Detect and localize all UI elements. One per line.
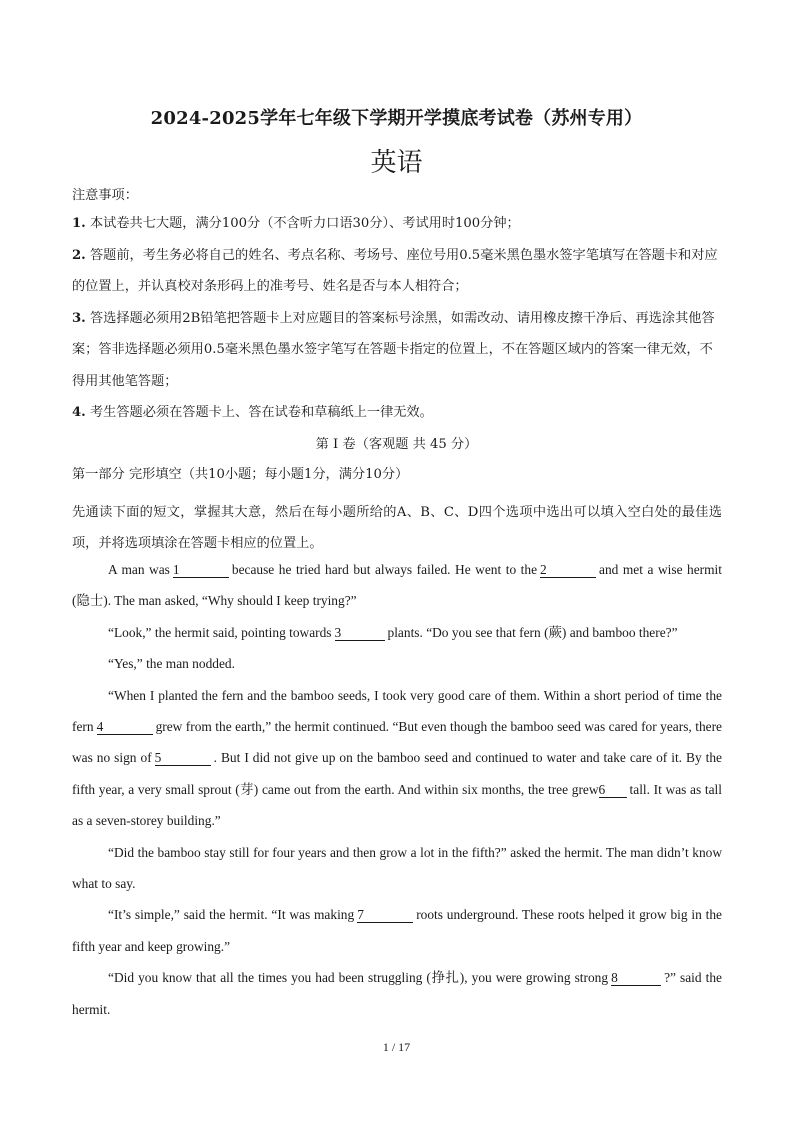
- subject-heading: 英语: [370, 148, 423, 178]
- paragraph-5: “Did the bamboo stay still for four years and then grow a lot in the fifth?” asked the hermit. The man didn’t know what to say.: [72, 844, 722, 892]
- blank-6: 6: [599, 783, 627, 798]
- instructions: 先通读下面的短文，掌握其大意，然后在每小题所给的A、B、C、D四个选项中选出可以填入空白处的最佳选项，并将选项填涂在答题卡相应的位置上。: [72, 505, 722, 551]
- paragraph-4: “When I planted the fern and the bamboo seeds, I took very good care of them. Within a short period of time the fern 4 grew from the earth,” the hermit continued. “But even though the bamboo seed was cared for years, there was no sign of 5 . But I did not give up on the bamboo seed and continued to water and take care of it. By the fifth year, a very small sprout (芽) came out from the earth. And within six months, the tree grew6 tall. It was as tall as a seven-storey building.”: [72, 687, 723, 829]
- blank-7: 7: [357, 908, 413, 923]
- notes-heading: 注意事项：: [72, 188, 138, 203]
- notes-item-4: 4. 考生答题必须在答题卡上、答在试卷和草稿纸上一律无效。: [72, 405, 433, 420]
- paragraph-3: “Yes,” the man nodded.: [108, 656, 235, 672]
- notes-section: [72, 184, 722, 429]
- notes-item-2: 2. 答题前，考生务必将自己的姓名、考点名称、考场号、座位号用0.5毫米黑色墨水签字笔填写在答题卡和对应的位置上，并认真校对条形码上的准考号、姓名是否与本人相符合；: [72, 247, 718, 294]
- notes-item-3: 3. 答选择题必须用2B铅笔把答题卡上对应题目的答案标号涂黑，如需改动、请用橡皮擦干净后、再选涂其他答案；答非选择题必须用0.5毫米黑色墨水签字笔写在答题卡指定的位置上，不在答题区域内的答案一律无效，不得用其他笔答题；: [72, 310, 715, 389]
- blank-1: 1: [173, 563, 229, 578]
- paragraph-6: “It’s simple,” said the hermit. “It was making 7 roots underground. These roots helped it grow big in the fifth year and keep growing.”: [72, 907, 722, 954]
- blank-8: 8: [611, 971, 661, 986]
- page-number: 1 / 17: [382, 1040, 411, 1054]
- blank-5: 5: [155, 751, 211, 766]
- notes-item-1: 1. 本试卷共七大题，满分100分（不含听力口语30分）、考试用时100分钟；: [72, 216, 520, 231]
- paragraph-1: A man was 1 because he tried hard but always failed. He went to the 2 and met a wise hermit (隐士). The man asked, “Why should I keep trying?”: [72, 562, 722, 609]
- exam-title: 2024-2025学年七年级下学期开学摸底考试卷（苏州专用）: [150, 108, 643, 129]
- blank-4: 4: [97, 720, 153, 735]
- blank-3: 3: [335, 626, 385, 641]
- cloze-passage: [72, 554, 722, 1025]
- paragraph-7: “Did you know that all the times you had been struggling (挣扎), you were growing strong 8 ?” said the hermit.: [72, 970, 723, 1017]
- paragraph-2: “Look,” the hermit said, pointing towards 3 plants. “Do you see that fern (蕨) and bamboo there?”: [108, 624, 678, 640]
- section-title: 第 I 卷（客观题 共 45 分）: [315, 437, 478, 452]
- part-title: 第一部分 完形填空（共10小题；每小题1分，满分10分）: [72, 467, 409, 482]
- blank-2: 2: [540, 563, 596, 578]
